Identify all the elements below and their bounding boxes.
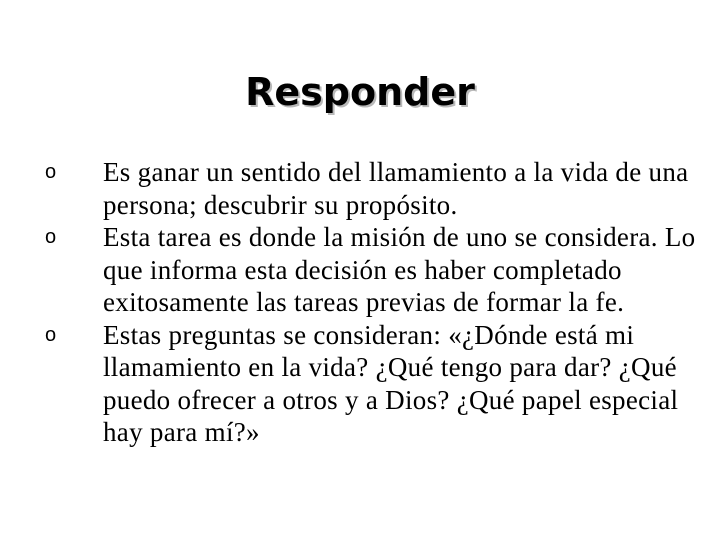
bullet-item-1	[0, 156, 720, 221]
bullet-text: Es ganar un sentido del llamamiento a la vida de una persona; descubrir su propósito.	[103, 157, 689, 220]
bullet-list	[0, 156, 720, 449]
bullet-text: Esta tarea es donde la misión de uno se considera. Lo que informa esta decisión es haber completado exitosamente las tareas previas de formar la fe.	[103, 222, 696, 317]
hollow-circle-bullet-icon: o	[45, 323, 57, 346]
bullet-text: Estas preguntas se consideran: «¿Dónde está mi llamamiento en la vida? ¿Qué tengo para dar? ¿Qué puedo ofrecer a otros y a Dios? ¿Qué papel especial hay para mí?»	[103, 319, 679, 447]
bullet-item-3	[0, 319, 720, 449]
hollow-circle-bullet-icon: o	[45, 161, 57, 183]
hollow-circle-bullet-icon: o	[45, 226, 57, 248]
slide-title: Responder	[245, 70, 475, 114]
bullet-item-2	[0, 221, 720, 319]
